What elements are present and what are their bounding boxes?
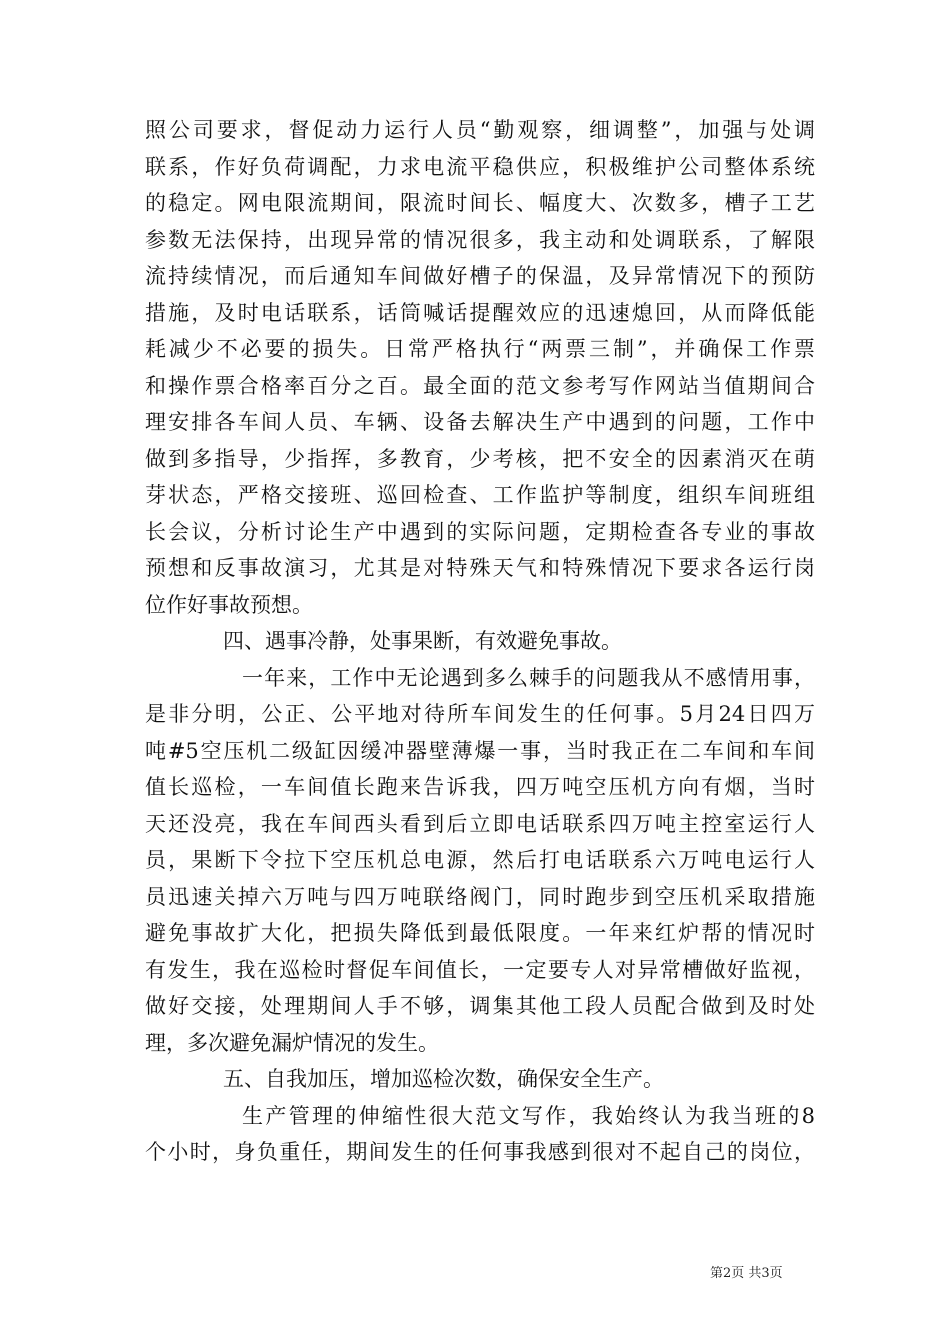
text-line: 生产管理的伸缩性很大范文写作，我始终认为我当班的8 <box>242 1103 815 1128</box>
text-line: 和操作票合格率百分之百。最全面的范文参考写作网站当值期间合 <box>145 373 815 398</box>
body-text <box>145 112 815 1171</box>
text-line: 理，多次避免漏炉情况的发生。 <box>145 1030 439 1055</box>
text-line: 有发生，我在巡检时督促车间值长，一定要专人对异常槽做好监视， <box>145 957 815 982</box>
text-line: 个小时，身负重任，期间发生的任何事我感到很对不起自己的岗位， <box>145 1140 815 1164</box>
section-heading: 四、遇事冷静，处事果断，有效避免事故。 <box>223 629 622 653</box>
text-line: 长会议，分析讨论生产中遇到的实际问题，定期检查各专业的事故 <box>145 519 815 544</box>
text-line: 预想和反事故演习，尤其是对特殊天气和特殊情况下要求各运行岗 <box>145 556 815 580</box>
text-line: 流持续情况，而后通知车间做好槽子的保温，及异常情况下的预防 <box>145 264 815 288</box>
text-line: 做到多指导，少指挥，多教育，少考核，把不安全的因素消灭在萌 <box>145 446 815 471</box>
text-line: 做好交接，处理期间人手不够，调集其他工段人员配合做到及时处 <box>145 994 815 1018</box>
text-line: 天还没亮，我在车间西头看到后立即电话联系四万吨主控室运行人 <box>145 811 815 836</box>
text-line: 员，果断下令拉下空压机总电源，然后打电话联系六万吨电运行人 <box>145 848 815 872</box>
text-line: 的稳定。网电限流期间，限流时间长、幅度大、次数多，槽子工艺 <box>145 191 815 215</box>
text-line: 避免事故扩大化，把损失降低到最低限度。一年来红炉帮的情况时 <box>145 921 815 945</box>
section-heading: 五、自我加压，增加巡检次数，确保安全生产。 <box>223 1067 664 1091</box>
text-line: 吨#5空压机二级缸因缓冲器壁薄爆一事，当时我正在二车间和车间 <box>145 738 815 763</box>
text-line: 芽状态，严格交接班、巡回检查、工作监护等制度，组织车间班组 <box>145 483 815 507</box>
text-line: 员迅速关掉六万吨与四万吨联络阀门，同时跑步到空压机采取措施 <box>145 884 815 909</box>
text-line: 联系，作好负荷调配，力求电流平稳供应，积极维护公司整体系统 <box>145 154 815 179</box>
text-line: 措施，及时电话联系，话筒喊话提醒效应的迅速熄回，从而降低能 <box>145 300 815 325</box>
text-line: 是非分明，公正、公平地对待所车间发生的任何事。5月24日四万 <box>145 702 815 726</box>
text-line: 参数无法保持，出现异常的情况很多，我主动和处调联系，了解限 <box>145 227 815 252</box>
text-line: 值长巡检，一车间值长跑来告诉我，四万吨空压机方向有烟，当时 <box>145 775 815 799</box>
text-line: 耗减少不必要的损失。日常严格执行“两票三制”，并确保工作票 <box>145 337 815 361</box>
text-line: 一年来，工作中无论遇到多么棘手的问题我从不感情用事， <box>242 665 815 690</box>
text-line: 理安排各车间人员、车辆、设备去解决生产中遇到的问题，工作中 <box>145 410 815 434</box>
text-line: 照公司要求，督促动力运行人员“勤观察，细调整”，加强与处调 <box>145 118 815 142</box>
page-footer: 第2页 共3页 <box>710 1266 783 1281</box>
text-line: 位作好事故预想。 <box>145 592 313 617</box>
